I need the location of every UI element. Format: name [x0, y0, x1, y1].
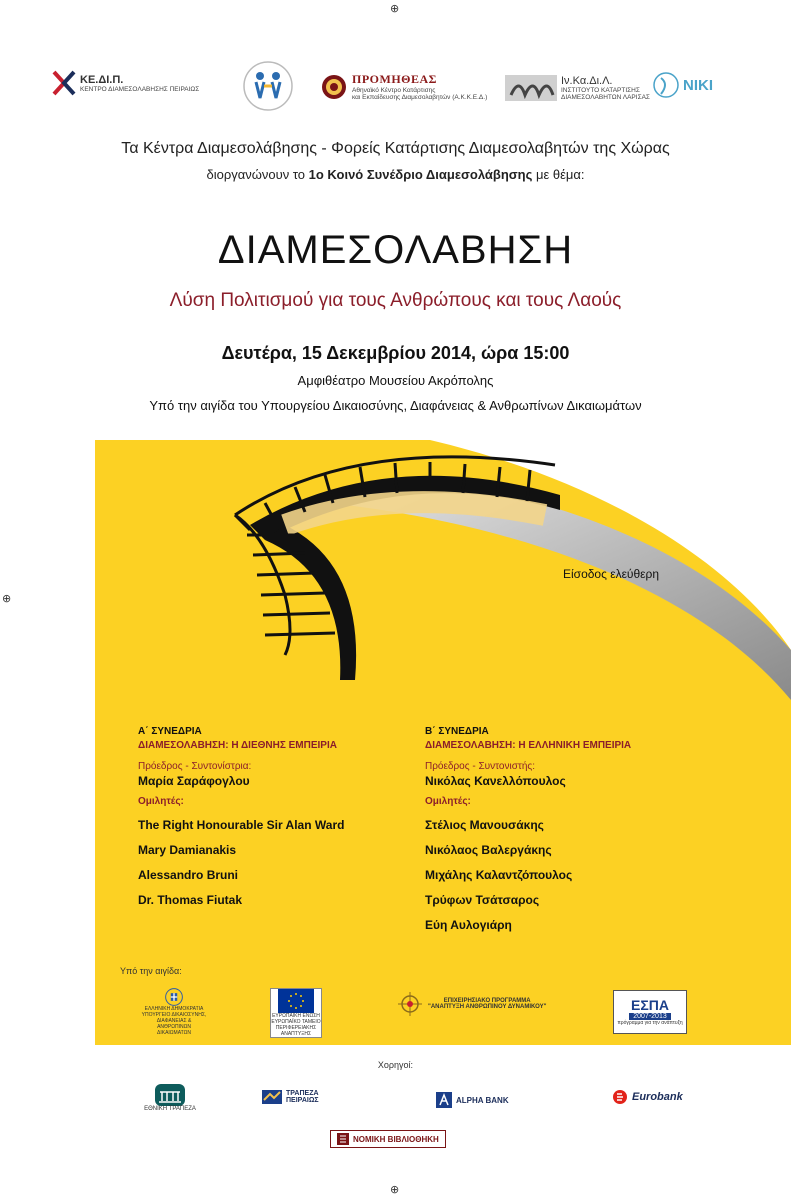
free-entry-note: Είσοδος ελεύθερη — [563, 567, 660, 581]
speaker: Μιχάλης Καλαντζόπουλος — [425, 868, 573, 882]
chair-name: Μαρία Σαράφογλου — [138, 774, 250, 788]
sponsors-label: Χορηγοί: — [377, 1060, 414, 1070]
promitheas-name: ΠΡΟΜΗΘΕΑΣ — [352, 72, 438, 86]
program-compass-icon — [398, 992, 422, 1016]
patron-espa — [613, 990, 687, 1034]
speaker: Τρύφων Τσάτσαρος — [425, 893, 540, 907]
program-l1: ΕΠΙΧΕΙΡΗΣΙΑΚΟ ΠΡΟΓΡΑΜΜΑ — [443, 998, 531, 1004]
session-heading: Β΄ ΣΥΝΕΔΡΙΑ — [425, 726, 489, 737]
sponsor-eurobank — [612, 1089, 683, 1105]
kedip-icon — [52, 70, 76, 96]
session-b — [425, 726, 631, 932]
eu-l2: ΕΥΡΩΠΑΪΚΟ ΤΑΜΕΙΟ — [271, 1019, 321, 1025]
piraeus-line1: ΤΡΑΠΕΖΑ — [286, 1090, 319, 1097]
piraeus-line2: ΠΕΙΡΑΙΩΣ — [286, 1097, 319, 1104]
sponsor-ethniki — [140, 1080, 200, 1116]
ministry-l1: ΕΛΛΗΝΙΚΗ ΔΗΜΟΚΡΑΤΙΑ — [144, 1006, 204, 1012]
alpha-name: ALPHA BANK — [456, 1095, 509, 1105]
promitheas-emblem-icon — [320, 73, 348, 101]
piraeus-bank-icon — [262, 1090, 282, 1104]
chair-role: Πρόεδρος - Συντονιστής: — [425, 761, 535, 772]
sponsor-piraeus — [262, 1090, 319, 1104]
patron-ministry — [140, 988, 208, 1036]
bridge-illustration — [225, 455, 585, 695]
session-heading: Α΄ ΣΥΝΕΔΡΙΑ — [138, 726, 202, 737]
patronage-label: Υπό την αιγίδα: — [120, 966, 182, 976]
crop-mark-bottom: ⊕ — [390, 1184, 400, 1196]
session-subheading: ΔΙΑΜΕΣΟΛΑΒΗΣΗ: Η ΕΛΛΗΝΙΚΗ ΕΜΠΕΙΡΙΑ — [425, 740, 632, 751]
eu-flag-icon — [278, 989, 314, 1013]
intro-line-2-bold: 1ο Κοινό Συνέδριο Διαμεσολάβησης — [308, 167, 533, 182]
nomiki-book-icon — [337, 1133, 349, 1145]
intro-line-1: Τα Κέντρα Διαμεσολάβησης - Φορείς Κατάρτισης Διαμεσολαβητών της Χώρας — [121, 140, 670, 157]
niki-icon — [653, 68, 679, 102]
crop-mark-left: ⊕ — [2, 593, 12, 605]
session-subheading: ΔΙΑΜΕΣΟΛΑΒΗΣΗ: Η ΔΙΕΘΝΗΣ ΕΜΠΕΙΡΙΑ — [138, 740, 337, 751]
espa-tag: πρόγραμμα για την ανάπτυξη — [617, 1020, 683, 1026]
invadil-icon — [505, 75, 557, 101]
speaker: Νικόλαος Βαλεργάκης — [425, 843, 552, 857]
eurobank-name: Eurobank — [632, 1091, 683, 1103]
logo-institute-thessaloniki — [242, 60, 294, 112]
logo-niki — [653, 68, 713, 102]
chair-role: Πρόεδρος - Συντονίστρια: — [138, 761, 252, 772]
speaker: Εύη Αυλογιάρη — [425, 918, 512, 932]
speaker: Mary Damianakis — [138, 843, 237, 857]
invadil-sub2: ΔΙΑΜΕΣΟΛΑΒΗΤΩΝ ΛΑΡΙΣΑΣ — [561, 94, 650, 101]
ministry-l2: ΥΠΟΥΡΓΕΙΟ ΔΙΚΑΙΟΣΥΝΗΣ, — [141, 1012, 207, 1018]
alpha-bank-icon — [436, 1092, 452, 1108]
ministry-l3: ΔΙΑΦΑΝΕΙΑΣ & ΑΝΘΡΩΠΙΝΩΝ ΔΙΚΑΙΩΜΑΤΩΝ — [156, 1018, 192, 1036]
ethniki-name: ΕΘΝΙΚΗ ΤΡΑΠΕΖΑ — [144, 1106, 196, 1112]
intro-line-2-post: με θέμα: — [532, 167, 585, 182]
patron-eu — [270, 988, 322, 1038]
eurobank-icon — [612, 1089, 628, 1105]
espa-name: ΕΣΠΑ — [631, 997, 669, 1013]
kedip-name: ΚΕ.ΔΙ.Π. — [80, 73, 124, 86]
intro-line-2 — [0, 167, 791, 182]
program-l2: "ΑΝΑΠΤΥΞΗ ΑΝΘΡΩΠΙΝΟΥ ΔΥΝΑΜΙΚΟΥ" — [428, 1004, 547, 1010]
main-title: ΔΙΑΜΕΣΟΛΑΒΗΣΗ — [217, 228, 574, 272]
invadil-name: Ιν.Κα.Δι.Λ. — [561, 75, 613, 87]
promitheas-sub2: και Εκπαίδευσης Διαμεσολαβητών (Α.Κ.Κ.Ε.Δ.) — [352, 94, 488, 101]
patron-program — [398, 992, 546, 1016]
invadil-sub1: ΙΝΣΤΙΤΟΥΤΟ ΚΑΤΑΡΤΙΣΗΣ — [561, 87, 640, 94]
speaker: The Right Honourable Sir Alan Ward — [138, 818, 345, 832]
speaker: Στέλιος Μανουσάκης — [425, 818, 544, 832]
event-auspices: Υπό την αιγίδα του Υπουργείου Δικαιοσύνης, Διαφάνειας & Ανθρωπίνων Δικαιωμάτων — [149, 398, 642, 413]
speakers-label: Ομιλητές: — [425, 796, 471, 807]
nomiki-name: ΝΟΜΙΚΗ ΒΙΒΛΙΟΘΗΚΗ — [353, 1134, 439, 1144]
speaker: Alessandro Bruni — [138, 868, 239, 882]
ethniki-bank-icon — [155, 1084, 185, 1106]
eu-l3: ΠΕΡΙΦΕΡΕΙΑΚΗΣ ΑΝΑΠΤΥΞΗΣ — [275, 1025, 317, 1037]
espa-years: 2007-2013 — [629, 1013, 670, 1020]
greek-coat-of-arms-icon — [160, 988, 188, 1006]
logo-kedip — [52, 70, 199, 96]
crop-mark-top: ⊕ — [390, 3, 400, 15]
logo-invadil — [505, 75, 650, 101]
kedip-subtitle: ΚΕΝΤΡΟ ΔΙΑΜΕΣΟΛΑΒΗΣΗΣ ΠΕΙΡΑΙΩΣ — [80, 85, 200, 93]
speakers-label: Ομιλητές: — [138, 796, 184, 807]
logo-promitheas — [320, 72, 487, 101]
chair-name: Νικόλας Κανελλόπουλος — [425, 774, 566, 788]
subtitle: Λύση Πολιτισμού για τους Ανθρώπους και τους Λαούς — [169, 290, 622, 311]
session-a — [138, 726, 344, 907]
intro-line-2-pre: διοργανώνουν το — [206, 167, 309, 182]
sponsor-nomiki — [330, 1130, 446, 1148]
event-date: Δευτέρα, 15 Δεκεμβρίου 2014, ώρα 15:00 — [221, 343, 570, 363]
speaker: Dr. Thomas Fiutak — [138, 893, 243, 907]
promitheas-sub1: Αθηναϊκό Κέντρο Κατάρτισης — [352, 87, 436, 94]
sponsor-alpha — [436, 1092, 509, 1108]
institute-seal-icon — [242, 60, 294, 112]
eu-l1: ΕΥΡΩΠΑΪΚΗ ΕΝΩΣΗ — [272, 1013, 320, 1019]
event-venue: Αμφιθέατρο Μουσείου Ακρόπολης — [297, 373, 494, 388]
niki-name: NIKI — [683, 76, 713, 94]
